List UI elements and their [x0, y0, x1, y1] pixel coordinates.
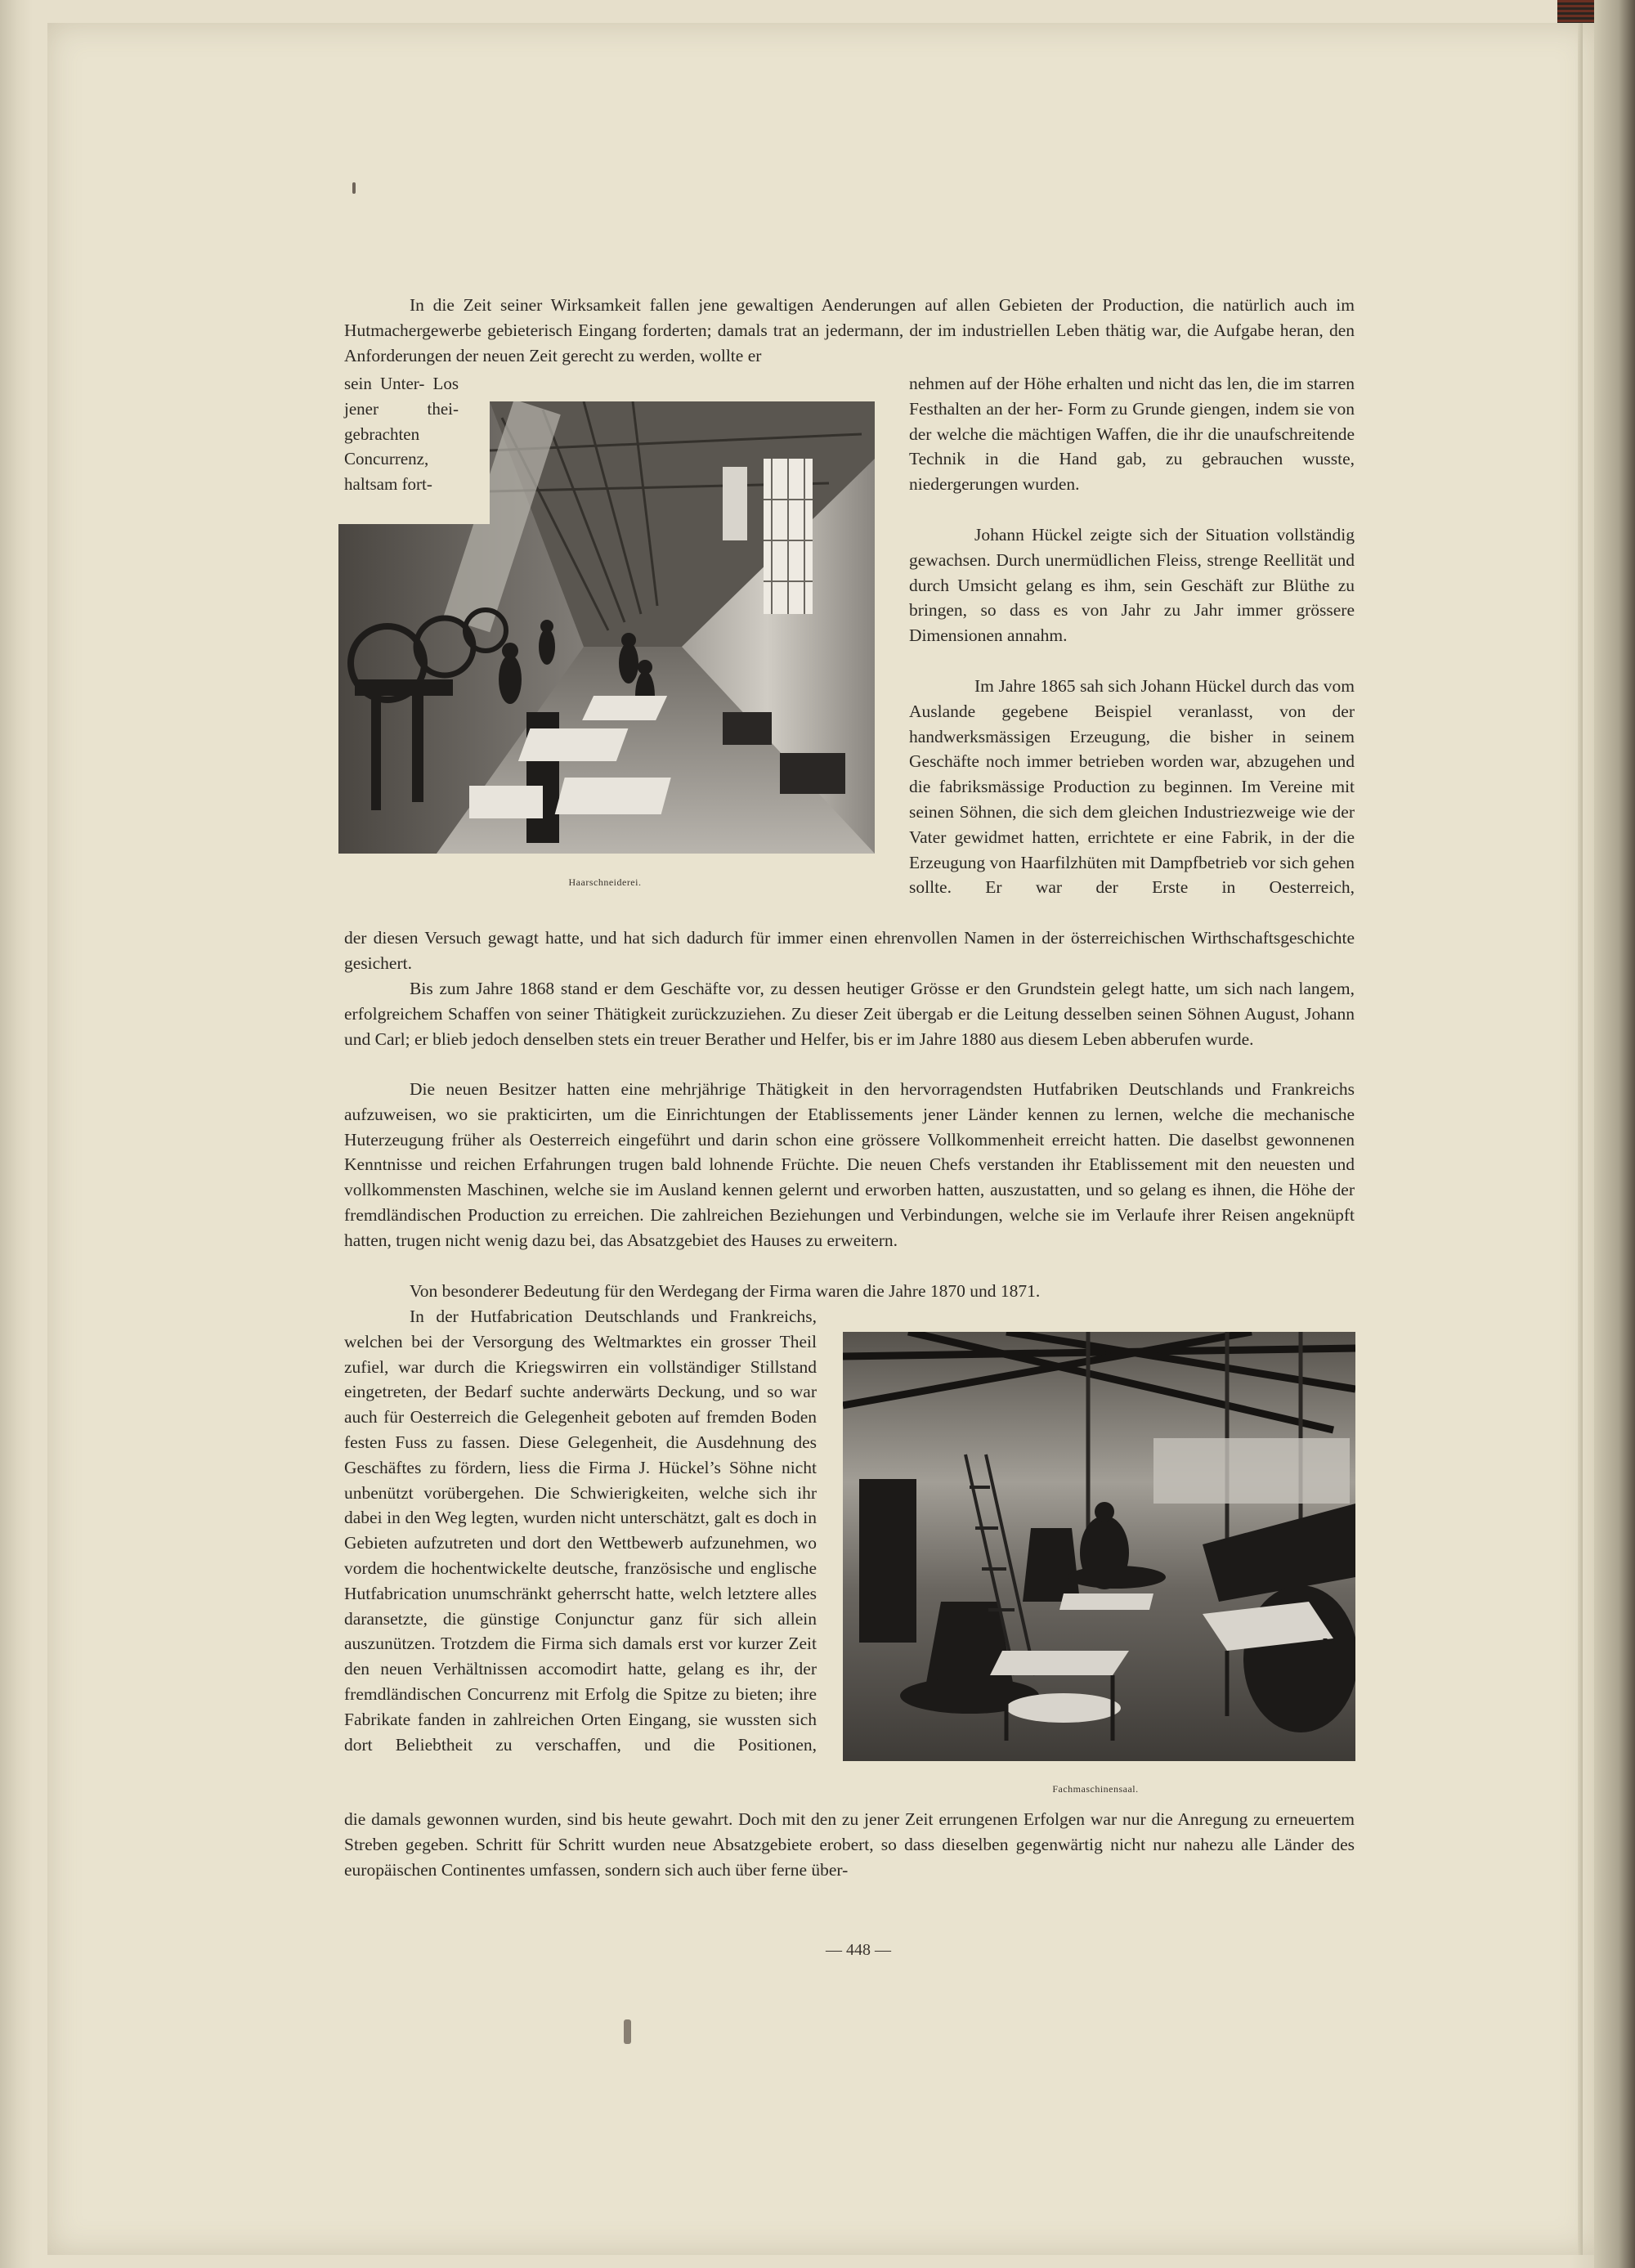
- paragraph-1-right: nehmen auf der Höhe erhalten und nicht das len, die im starren Festhalten an der her- Form zu Grunde giengen, indem sie von der welche die mächtigen Waffen, die ihr die unaufschreitende Technik in die Hand gab, zu gebrauchen wusste, niedergerungen wurden.: [909, 374, 1355, 495]
- paragraph-7-column: In der Hutfabrication Deutschlands und Frankreichs, welchen bei der Versorgung des Weltmarktes ein grosser Theil zufiel, war durch die Kriegswirren ein vollständiger Stillstand eingetreten, der Bedarf suchte anderwärts Deckung, und so war auch für Oesterreich die Gelegenheit geboten auf fremden Boden festen Fuss zu fassen. Diese Gelegenheit, die Ausdehnung des Geschäftes zu fördern, liess die Firma J. Hückel’s Söhne nicht unbenützt vorübergehen. Die Schwierigkeiten, welche sich ihr dabei in den Weg legten, wurden nicht unterschätzt, galt es doch in Gebieten aufzutreten und dort den Wettbewerb aufzunehmen, wo vordem die hochentwickelte deutsche, französische und englische Hutfabrication unumschränkt geherrscht hatte, welch letztere alles daransetzte, die günstige Conjunctur ganz für sich allein auszunützen. Trotzdem die Firma sich damals erst vor kurzer Zeit den neuen Verhältnissen accomodirt hatte, gelang es ihr, der fremdländischen Concurrenz mit Erfolg die Spitze zu bieten; ihre Fabrikate fanden in zahlreichen Orten Eingang, sie wussten sich dort Beliebtheit zu verschaffen, und die Positionen,: [344, 1307, 817, 1755]
- paragraph-6: Von besonderer Bedeutung für den Werdegang der Firma waren die Jahre 1870 und 1871.: [410, 1281, 1041, 1301]
- paragraph-3-column: Im Jahre 1865 sah sich Johann Hückel durch das vom Auslande gegebene Beispiel veranlasst, von der handwerksmässigen Erzeugung, die bisher in seinem Geschäfte noch immer betrieben worden war, abzugehen und die fabriksmässige Production zu beginnen. Im Vereine mit seinen Söhnen, die sich dem gleichen Industriezweige wie der Vater gewidmet hatten, errichtete er eine Fabrik, in der die Erzeugung von Haarfilzhüten mit Dampfbetrieb vor sich gehen sollte. Er war der Erste in Oesterreich,: [909, 676, 1355, 898]
- page-edge: [1594, 0, 1635, 2268]
- paragraph-3-continued: der diesen Versuch gewagt hatte, und hat sich dadurch für immer einen ehrenvollen Namen in der österreichischen Wirthschaftsgeschichte gesichert.: [344, 928, 1355, 973]
- stain-mark: [352, 182, 356, 194]
- paragraph-2: Johann Hückel zeigte sich der Situation vollständig gewachsen. Durch unermüdlichen Fleiss, strenge Reellität und durch Umsicht gelang es ihm, sein Geschäft zur Blüthe zu bringen, so dass es von Jahr zu Jahr immer grössere Dimensionen annahm.: [909, 525, 1355, 646]
- page-fold: [1578, 23, 1583, 2255]
- paragraph-1-full: In die Zeit seiner Wirksamkeit fallen jene gewaltigen Aenderungen auf allen Gebieten der Production, die natürlich auch im Hutmachergewerbe gebieterisch Eingang forderten; damals trat an jedermann, der im industriellen Leben thätig war, die Aufgabe heran, den Anforderungen der neuen Zeit gerecht zu werden, wollte er: [344, 295, 1355, 365]
- figure-caption-1: Haarschneiderei.: [568, 876, 642, 888]
- photo-machine-hall: [843, 1332, 1355, 1761]
- paragraph-4: Bis zum Jahre 1868 stand er dem Geschäfte vor, zu dessen heutiger Grösse er den Grundstein gelegt hatte, um sich nach langem, erfolgreichem Schaffen von seiner Thätigkeit zurückzuziehen. Zu dieser Zeit übergab er die Leitung desselben seinen Söhnen August, Johann und Carl; er blieb jedoch denselben stets ein treuer Berather und Helfer, bis er im Jahre 1880 aus diesem Leben abberufen wurde.: [344, 979, 1355, 1049]
- stain-mark: [624, 2019, 631, 2044]
- paragraph-7-continued: die damals gewonnen wurden, sind bis heute gewahrt. Doch mit den zu jener Zeit errungenen Erfolgen war nur die Anregung zu erneuertem Streben gegeben. Schritt für Schritt wurden neue Absatzgebiete erobert, so dass dieselben gegenwärtig nicht nur nahezu alle Länder des europäischen Continentes umfassen, sondern sich auch über ferne über-: [344, 1809, 1355, 1880]
- page-number: — 448 —: [826, 1941, 891, 1959]
- figure-caption-2: Fachmaschinensaal.: [1052, 1783, 1139, 1795]
- paragraph-5: Die neuen Besitzer hatten eine mehrjährige Thätigkeit in den hervorragendsten Hutfabriken Deutschlands und Frankreichs aufzuweisen, wo sie prakticirten, um die Einrichtungen der Etablissements jener Länder kennen zu lernen, welche die mechanische Huterzeugung früher als Oesterreich eingeführt und darin schon eine grössere Vollkommenheit erreicht hatten. Die daselbst gewonnenen Kenntnisse und reichen Erfahrungen trugen bald lohnende Früchte. Die neuen Chefs verstanden ihr Etablissement mit den neuesten und vollkommensten Maschinen, welche sie im Ausland kennen gelernt und erworben hatten, auszustatten, und so gelang es ihnen, die Höhe der fremdländischen Production zu erreichen. Die zahlreichen Beziehungen und Verbindungen, welche sie im Verlaufe ihrer Reisen angeknüpft hatten, trugen nicht wenig dazu bei, das Absatzgebiet des Hauses zu erweitern.: [344, 1079, 1355, 1250]
- paragraph-1-left: sein Unter- Los jener thei- gebrachten Concurrenz, haltsam fort-: [344, 374, 459, 495]
